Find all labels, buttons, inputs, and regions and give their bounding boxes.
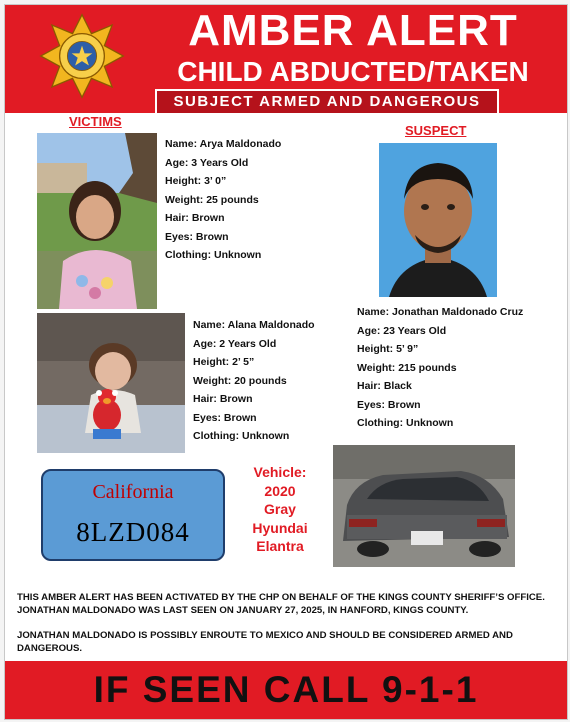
amber-alert-poster [4,4,568,720]
victim2-clothing: Clothing: Unknown [193,430,290,442]
vehicle-photo [333,445,515,567]
plate-state: California [92,481,174,503]
suspect-info [357,303,523,433]
plate-number: 8LZD084 [76,517,190,547]
vehicle-year: 2020 [264,482,296,499]
victim2-info [193,316,315,446]
alert-title: AMBER ALERT [188,6,518,55]
alert-details-paragraph: THIS AMBER ALERT HAS BEEN ACTIVATED BY THE CHP ON BEHALF OF THE KINGS COUNTY SHERIFF’S OFFICE. JONATHAN MALDONADO WAS LAST SEEN ON JANUARY 27, 2025, IN HANFORD, KINGS COUNTY. [17,592,545,616]
victim2-height: Height: 2’ 5” [193,356,255,368]
victim2-photo [37,313,185,453]
victim2-name: Name: Alana Maldonado [193,319,315,331]
victim1-name: Name: Arya Maldonado [165,138,282,150]
vehicle-description [231,463,329,556]
victims-label: VICTIMS [69,114,122,129]
victim2-eyes: Eyes: Brown [193,411,257,424]
alert-subtitle: CHILD ABDUCTED/TAKEN [177,56,529,87]
vehicle-make: Hyundai [252,519,308,536]
victim1-weight: Weight: 25 pounds [165,193,259,206]
victim1-clothing: Clothing: Unknown [165,249,262,261]
suspect-hair: Hair: Black [357,380,412,392]
suspect-label: SUSPECT [405,123,467,138]
suspect-weight: Weight: 215 pounds [357,361,457,374]
suspect-name: Name: Jonathan Maldonado Cruz [357,306,524,318]
victim1-age: Age: 3 Years Old [165,156,249,169]
call-911-text: IF SEEN CALL 9-1-1 [93,669,479,710]
suspect-eyes: Eyes: Brown [357,398,421,411]
suspect-age: Age: 23 Years Old [357,324,447,337]
armed-dangerous-banner: SUBJECT ARMED AND DANGEROUS [155,89,499,115]
vehicle-label: Vehicle: [253,464,307,480]
vehicle-color: Gray [264,501,296,517]
victim1-hair: Hair: Brown [165,212,225,224]
suspect-photo [379,143,497,297]
suspect-clothing: Clothing: Unknown [357,417,454,429]
victim1-height: Height: 3’ 0” [165,175,227,187]
victim2-hair: Hair: Brown [193,393,253,405]
victim2-age: Age: 2 Years Old [193,337,277,350]
call-911-footer [5,661,567,719]
victim1-photo [37,133,157,309]
vehicle-model: Elantra [256,538,304,554]
alert-header [5,5,567,113]
victim1-eyes: Eyes: Brown [165,230,229,243]
victim1-info [165,135,281,265]
victim2-weight: Weight: 20 pounds [193,374,287,387]
suspect-height: Height: 5’ 9” [357,343,419,355]
enroute-warning-paragraph: JONATHAN MALDONADO IS POSSIBLY ENROUTE TO MEXICO AND SHOULD BE CONSIDERED ARMED AND DANGEROUS. [17,630,513,654]
chp-star-seal-icon [39,13,125,99]
license-plate [41,469,225,561]
